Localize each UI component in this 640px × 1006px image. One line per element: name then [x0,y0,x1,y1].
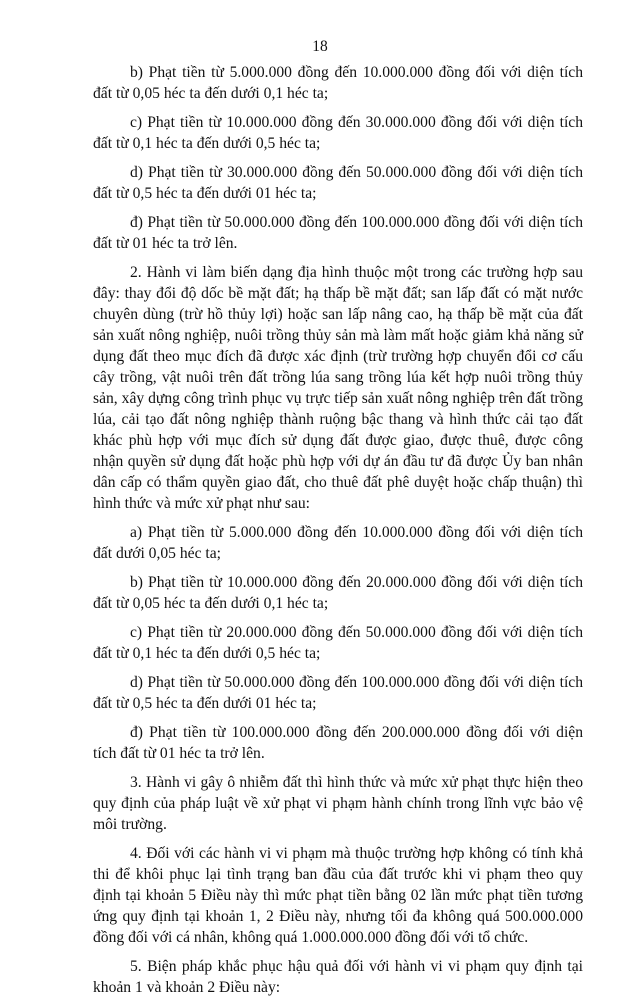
paragraph-4-infeasible-restoration: 4. Đối với các hành vi vi phạm mà thuộc trường hợp không có tính khả thi để khôi phục lại tình trạng ban đầu của đất trước khi vi phạm theo quy định tại khoản 5 Điều này thì mức phạt tiền bằng 02 lần mức phạt tiền tương ứng quy định tại khoản 1, 2 Điều này, nhưng tối đa không quá 500.000.000 đồng đối với cá nhân, không quá 1.000.000.000 đồng đối với tổ chức. [93,845,583,946]
paragraph-1dd-fine-over-1ha: đ) Phạt tiền từ 50.000.000 đồng đến 100.000.000 đồng đối với diện tích đất từ 01 héc ta trở lên. [93,214,583,252]
paragraph-2-terrain-deformation: 2. Hành vi làm biến dạng địa hình thuộc một trong các trường hợp sau đây: thay đổi độ dốc bề mặt đất; hạ thấp bề mặt đất; san lấp đất có mặt nước chuyên dùng (trừ hồ thủy lợi) hoặc san lấp nâng cao, hạ thấp bề mặt của đất sản xuất nông nghiệp, nuôi trồng thủy sản mà làm mất hoặc giảm khả năng sử dụng đất theo mục đích đã được xác định (trừ trường hợp chuyển đổi cơ cấu cây trồng, vật nuôi trên đất trồng lúa sang trồng lúa kết hợp nuôi trồng thủy sản, xây dựng công trình phục vụ trực tiếp sản xuất nông nghiệp trên đất trồng lúa, cải tạo đất nông nghiệp thành ruộng bậc thang và hình thức cải tạo đất khác phù hợp với mục đích sử dụng đất được giao, được thuê, được công nhận quyền sử dụng đất hoặc phù hợp với dự án đầu tư đã được Ủy ban nhân dân cấp có thẩm quyền giao đất, cho thuê đất phê duyệt hoặc chấp thuận) thì hình thức và mức xử phạt như sau: [93,264,583,512]
paragraph-1d-fine-05-1ha: d) Phạt tiền từ 30.000.000 đồng đến 50.000.000 đồng đối với diện tích đất từ 0,5 héc ta đến dưới 01 héc ta; [93,164,583,202]
paragraph-2dd-fine-over-1ha: đ) Phạt tiền từ 100.000.000 đồng đến 200.000.000 đồng đối với diện tích đất từ 01 héc ta trở lên. [93,724,583,762]
page-number: 18 [312,38,328,55]
paragraph-2c-fine-01-05ha: c) Phạt tiền từ 20.000.000 đồng đến 50.000.000 đồng đối với diện tích đất từ 0,1 héc ta đến dưới 0,5 héc ta; [93,624,583,662]
paragraph-2a-fine-under-005ha: a) Phạt tiền từ 5.000.000 đồng đến 10.000.000 đồng đối với diện tích đất dưới 0,05 héc ta; [93,524,583,562]
document-body [93,62,583,1006]
paragraph-1c-fine-01-05ha: c) Phạt tiền từ 10.000.000 đồng đến 30.000.000 đồng đối với diện tích đất từ 0,1 héc ta đến dưới 0,5 héc ta; [93,114,583,152]
paragraph-2b-fine-005-01ha: b) Phạt tiền từ 10.000.000 đồng đến 20.000.000 đồng đối với diện tích đất từ 0,05 héc ta đến dưới 0,1 héc ta; [93,574,583,612]
paragraph-1b-fine-005-01ha: b) Phạt tiền từ 5.000.000 đồng đến 10.000.000 đồng đối với diện tích đất từ 0,05 héc ta đến dưới 0,1 héc ta; [93,64,583,102]
paragraph-3-soil-pollution: 3. Hành vi gây ô nhiễm đất thì hình thức và mức xử phạt thực hiện theo quy định của pháp luật về xử phạt vi phạm hành chính trong lĩnh vực bảo vệ môi trường. [93,774,583,833]
paragraph-5-remedial-measures: 5. Biện pháp khắc phục hậu quả đối với hành vi vi phạm quy định tại khoản 1 và khoản 2 Điều này: [93,958,583,996]
paragraph-2d-fine-05-1ha: d) Phạt tiền từ 50.000.000 đồng đến 100.000.000 đồng đối với diện tích đất từ 0,5 héc ta đến dưới 01 héc ta; [93,674,583,712]
